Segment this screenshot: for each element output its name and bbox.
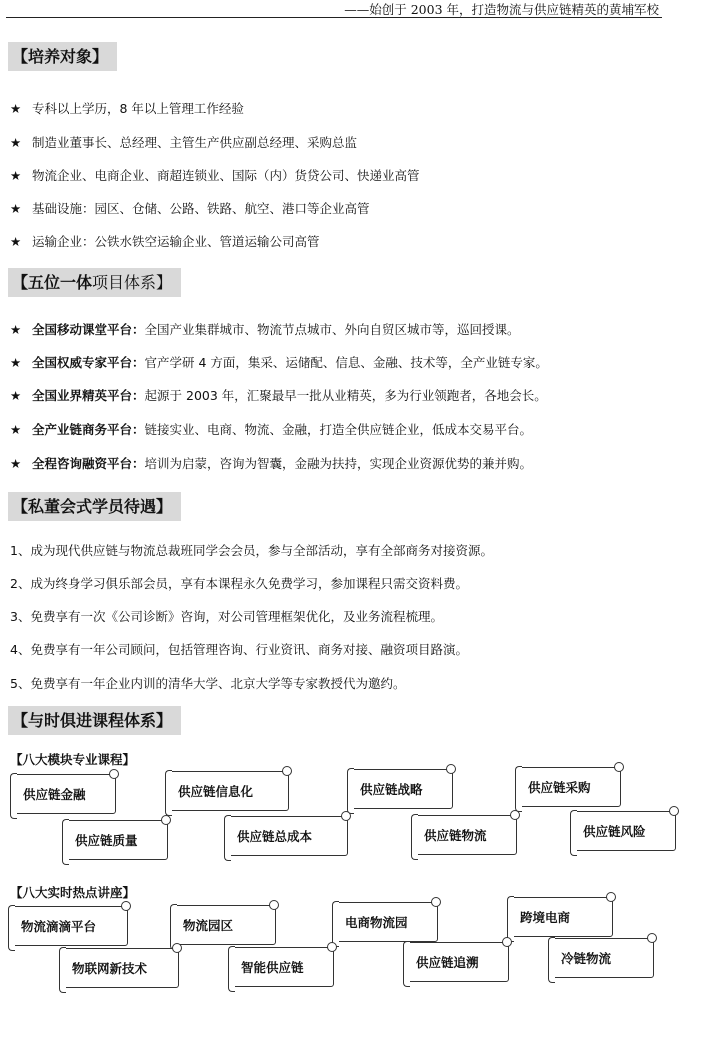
star-icon: ★ (10, 456, 22, 471)
lecture-scroll: 电商物流园 (336, 902, 438, 942)
course-scroll: 供应链风险 (574, 811, 676, 851)
list-item: ★ 制造业董事长、总经理、主管生产供应副总经理、采购总监 (10, 135, 358, 150)
star-icon: ★ (10, 388, 22, 403)
lecture-scroll: 冷链物流 (552, 938, 654, 978)
list-item: 3、免费享有一次《公司诊断》咨询，对公司管理框架优化，及业务流程梳理。 (10, 609, 443, 624)
list-item: ★ 物流企业、电商企业、商超连锁业、国际（内）货贷公司、快递业高管 (10, 168, 420, 183)
section-title-targets: 【培养对象】 (8, 42, 117, 71)
course-scroll: 供应链金融 (14, 774, 116, 814)
section-title-benefits: 【私董会式学员待遇】 (8, 492, 181, 521)
lecture-scroll: 智能供应链 (232, 947, 334, 987)
section-title-courses: 【与时俱进课程体系】 (8, 706, 181, 735)
star-icon: ★ (10, 201, 22, 216)
star-icon: ★ (10, 135, 22, 150)
list-item: 2、成为终身学习俱乐部会员，享有本课程永久免费学习，参加课程只需交资料费。 (10, 576, 468, 591)
star-icon: ★ (10, 422, 22, 437)
lecture-scroll: 跨境电商 (511, 897, 613, 937)
star-icon: ★ (10, 234, 22, 249)
lecture-scroll: 物流园区 (174, 905, 276, 945)
lectures-title: 【八大实时热点讲座】 (10, 885, 136, 900)
star-icon: ★ (10, 168, 22, 183)
course-scroll: 供应链物流 (415, 815, 517, 855)
list-item: ★ 运输企业：公铁水铁空运输企业、管道运输公司高管 (10, 234, 320, 249)
star-icon: ★ (10, 355, 22, 370)
list-item: 1、成为现代供应链与物流总裁班同学会会员，参与全部活动，享有全部商务对接资源。 (10, 543, 493, 558)
course-scroll: 供应链战略 (351, 769, 453, 809)
course-scroll: 供应链采购 (519, 767, 621, 807)
modules-title: 【八大模块专业课程】 (10, 752, 136, 767)
lecture-scroll: 物流滴滴平台 (12, 906, 128, 946)
lecture-scroll: 供应链追溯 (407, 942, 509, 982)
list-item: 5、免费享有一年企业内训的清华大学、北京大学等专家教授代为邀约。 (10, 676, 406, 691)
list-item: ★ 全程咨询融资平台：培训为启蒙，咨询为智囊，金融为扶持，实现企业资源优势的兼并购。 (10, 456, 533, 471)
list-item: ★ 专科以上学历，8 年以上管理工作经验 (10, 101, 244, 116)
star-icon: ★ (10, 322, 22, 337)
tagline: ——始创于 2003 年，打造物流与供应链精英的黄埔军校 (344, 2, 659, 17)
course-scroll: 供应链质量 (66, 820, 168, 860)
list-item: ★ 基础设施：园区、仓储、公路、铁路、航空、港口等企业高管 (10, 201, 370, 216)
lecture-scroll: 物联网新技术 (63, 948, 179, 988)
list-item: 4、免费享有一年公司顾问，包括管理咨询、行业资讯、商务对接、融资项目路演。 (10, 642, 468, 657)
list-item: ★ 全国权威专家平台：官产学研 4 方面，集采、运储配、信息、金融、技术等，全产业链专家。 (10, 355, 548, 370)
course-scroll: 供应链总成本 (228, 816, 348, 856)
list-item: ★ 全产业链商务平台：链接实业、电商、物流、金融，打造全供应链企业，低成本交易平台。 (10, 422, 533, 437)
list-item: ★ 全国移动课堂平台：全国产业集群城市、物流节点城市、外向自贸区城市等，巡回授课。 (10, 322, 520, 337)
section-title-system: 【五位一体项目体系】 (8, 268, 181, 297)
list-item: ★ 全国业界精英平台：起源于 2003 年，汇聚最早一批从业精英，多为行业领跑者，各地会长。 (10, 388, 547, 403)
course-scroll: 供应链信息化 (169, 771, 289, 811)
star-icon: ★ (10, 101, 22, 116)
